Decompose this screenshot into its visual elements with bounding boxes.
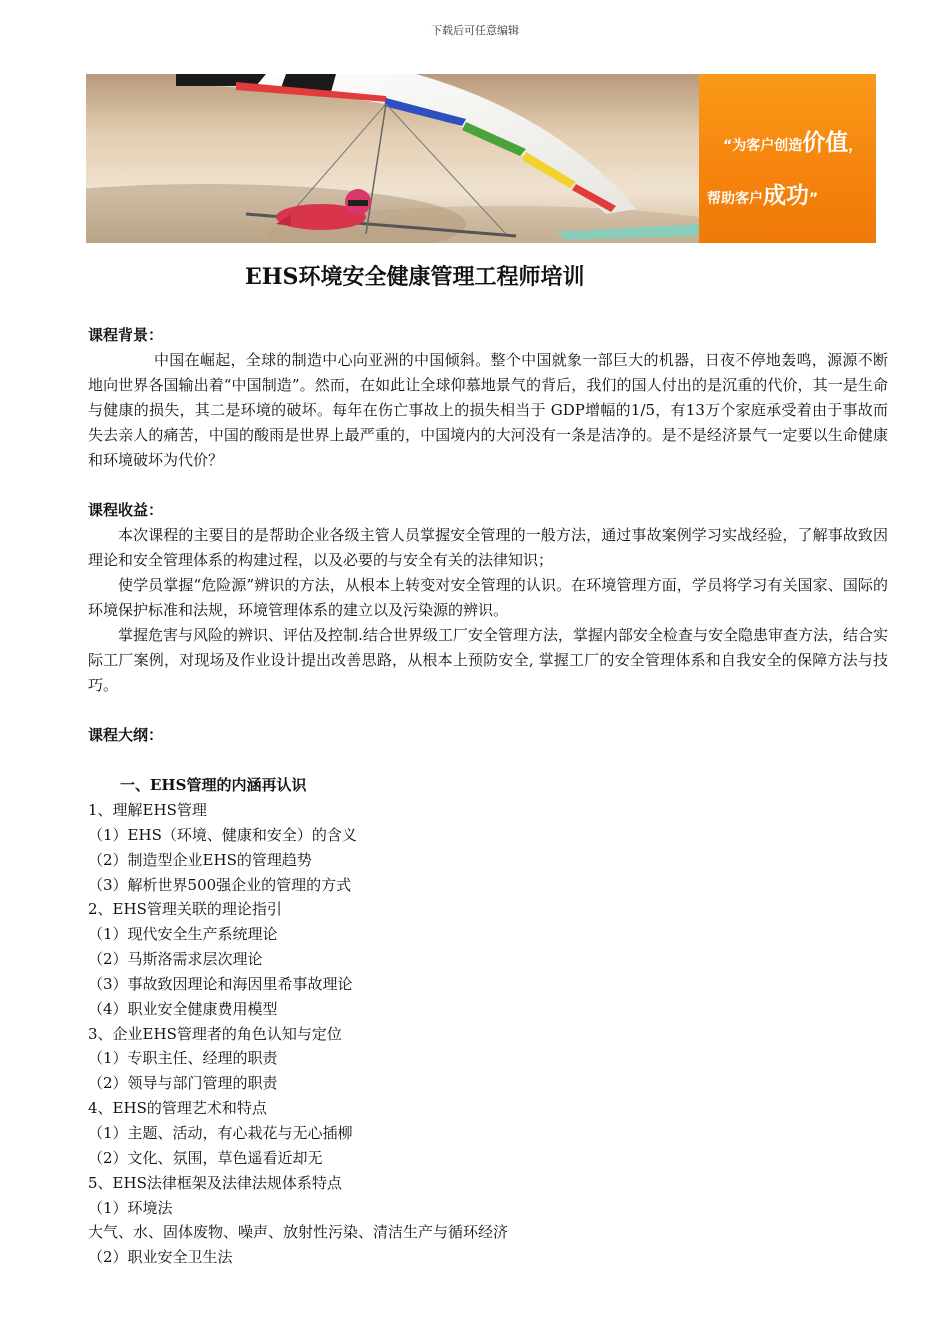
hang-glider-photo: [86, 74, 699, 243]
slogan-line-2: 帮助客户成功”: [707, 183, 819, 209]
slogan-line-2-text: 帮助客户: [707, 191, 763, 207]
outline-line: （2）马斯洛需求层次理论: [88, 950, 263, 969]
slogan-line-1: “为客户创造价值，: [723, 130, 863, 156]
outline-heading: 课程大纲：: [88, 726, 164, 744]
outline-section-title: 一、EHS管理的内涵再认识: [120, 776, 307, 794]
slogan-line-1-text: 为客户创造: [732, 138, 803, 154]
benefits-paragraph-1: 本次课程的主要目的是帮助企业各级主管人员掌握安全管理的一般方法，通过事故案例学习实战经验，了解事故致因理论和安全管理体系的构建过程，以及必要的与安全有关的法律知识；: [88, 526, 888, 569]
slogan-line-1-emphasis: 价值: [802, 130, 849, 156]
outline-line: 大气、水、固体废物、噪声、放射性污染、清洁生产与循环经济: [88, 1223, 509, 1242]
outline-line: （2）文化、氛围，草色遥看近却无: [88, 1148, 323, 1167]
outline-line: （2）职业安全卫生法: [88, 1248, 233, 1267]
outline-line: （2）领导与部门管理的职责: [88, 1074, 278, 1093]
outline-line: （3）解析世界500强企业的管理的方式: [88, 875, 352, 894]
slogan-line-2-emphasis: 成功: [763, 183, 809, 209]
benefits-paragraph-3: 掌握危害与风险的辨识、评估及控制.结合世界级工厂安全管理方法，掌握内部安全检查与安全隐患审查方法，结合实际工厂案例，对现场及作业设计提出改善思路，从根本上预防安全, 掌握工厂的安全管理体系和自我安全的保障方法与技巧。: [88, 626, 888, 694]
header-note: 下载后可任意编辑: [431, 24, 519, 37]
outline-line: 2、EHS管理关联的理论指引: [88, 900, 282, 919]
document-body: [88, 323, 888, 1270]
outline-line: （1）EHS（环境、健康和安全）的含义: [88, 825, 357, 844]
background-heading: 课程背景：: [88, 326, 164, 344]
benefits-paragraph-2: 使学员掌握“危险源”辨识的方法，从根本上转变对安全管理的认识。在环境管理方面，学员将学习有关国家、国际的环境保护标准和法规，环境管理体系的建立以及污染源的辨识。: [88, 576, 888, 619]
outline-line: （1）现代安全生产系统理论: [88, 925, 278, 944]
document-title: EHS环境安全健康管理工程师培训: [245, 264, 585, 290]
outline-line: 4、EHS的管理艺术和特点: [88, 1099, 267, 1118]
outline-line: （1）专职主任、经理的职责: [88, 1049, 278, 1068]
outline-line: 3、企业EHS管理者的角色认知与定位: [88, 1024, 342, 1043]
outline-line: （3）事故致因理论和海因里希事故理论: [88, 974, 353, 993]
benefits-heading: 课程收益：: [88, 501, 164, 519]
outline-line: 1、理解EHS管理: [88, 801, 207, 819]
outline-line: （4）职业安全健康费用模型: [88, 999, 278, 1018]
outline-line: 5、EHS法律框架及法律法规体系特点: [88, 1173, 342, 1192]
outline-line: （1）环境法: [88, 1198, 173, 1217]
outline-line: （1）主题、活动，有心栽花与无心插柳: [88, 1123, 353, 1142]
outline-line: （2）制造型企业EHS的管理趋势: [88, 850, 312, 869]
banner-slogan: [699, 74, 876, 243]
banner: [86, 74, 876, 243]
background-paragraph: 中国在崛起，全球的制造中心向亚洲的中国倾斜。整个中国就象一部巨大的机器，日夜不停地轰鸣，源源不断地向世界各国输出着“中国制造”。然而，在如此让全球仰慕地景气的背后，我们的国人付出的是沉重的代价，其一是生命与健康的损失，其二是环境的破坏。每年在伤亡事故上的损失相当于 GDP增幅的1/5，有13万个家庭承受着由于事故而失去亲人的痛苦，中国的酸雨是世界上最严重的，中国境内的大河没有一条是洁净的。是不是经济景气一定要以生命健康和环境破坏为代价？: [88, 351, 888, 469]
